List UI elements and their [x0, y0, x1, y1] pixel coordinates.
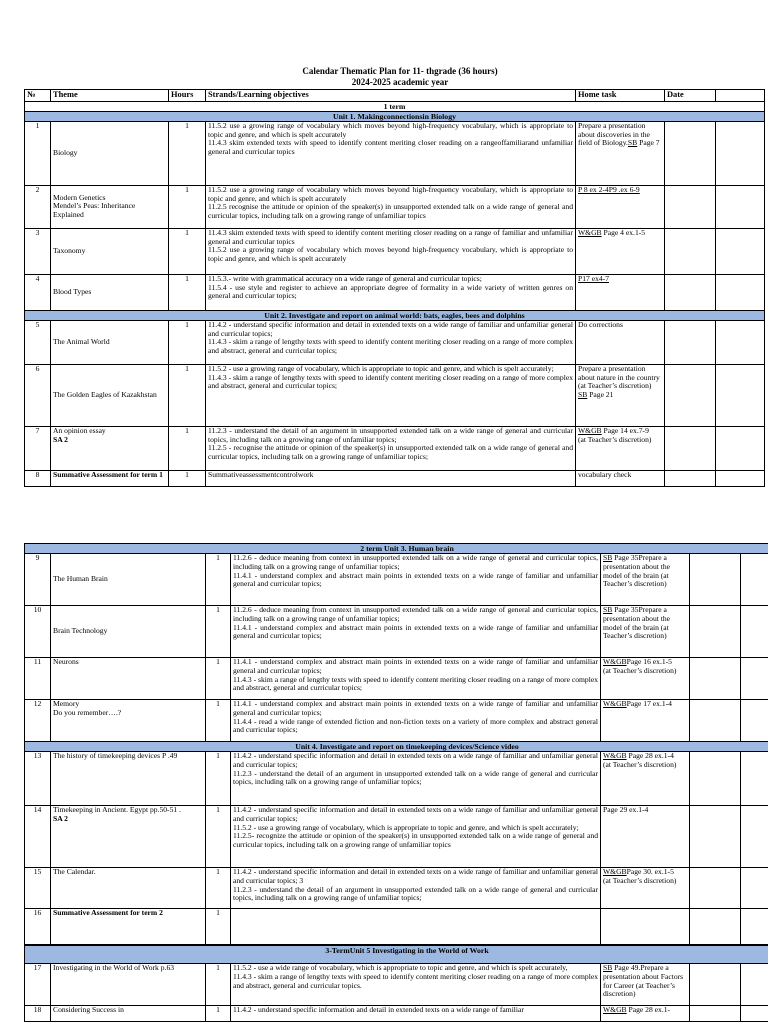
objectives-text: 11.2.6 - deduce meaning from context in unsupported extended talk on a wide range of general and curricular topics, including talk on a growing range of unfamiliar topics; 11.4.1 - understand complex and abstract main points in extended texts on a wide range of familiar and unfamiliar general and curricular topics; [233, 553, 598, 589]
home-task-detail: Page 28 ex.1- [626, 1005, 671, 1014]
plan-table-term1 [24, 89, 765, 487]
row-home-task [576, 320, 665, 364]
row-number [25, 1006, 51, 1022]
theme-text: The Golden Eagles of Kazakhstan [53, 389, 157, 399]
theme-text: Modern Genetics Mendel’s Peas: Inheritance Explained [53, 192, 136, 220]
row-extra [741, 806, 768, 868]
unit-band-row [25, 742, 768, 752]
row-number-text: 12 [33, 699, 42, 708]
table-row [25, 752, 768, 806]
row-number-text: 14 [33, 805, 42, 814]
row-number-text: 11 [33, 657, 42, 666]
row-date [665, 364, 716, 426]
theme-text: An opinion essay [53, 426, 106, 435]
term-2-title: 2 term Unit 3. Human brain [25, 544, 768, 554]
objectives-text: 11.2.6 - deduce meaning from context in unsupported extended talk on a wide range of general and curricular topics, including talk on a growing range of unfamiliar topics; 11.4.1 - understand complex and abstract main points in extended texts on a wide range of familiar and unfamiliar general and curricular topics; [233, 605, 598, 641]
row-objectives [231, 806, 601, 868]
row-home-task [601, 806, 690, 868]
table-header-row [25, 90, 765, 102]
row-date [665, 185, 716, 228]
table-row [25, 426, 765, 470]
hours-text: 1 [216, 805, 220, 814]
home-task-book: W&GB [578, 228, 602, 237]
hours-text: 1 [216, 1005, 220, 1014]
objectives-text: 11.4.2 - understand specific information and detail in extended texts on a wide range of familiar and unfamiliar general and curricular topics; 11.4.3 - skim a range of lengthy texts with speed to identify content meriting closer reading on a range of more complex and abstract, general and curricular topics; [208, 320, 573, 356]
home-task-detail: Page 49.Prepare a presentation about Factors for Career (at Teacher’s discretion) [603, 963, 684, 999]
row-date [690, 964, 741, 1006]
row-theme [51, 658, 206, 700]
row-objectives [231, 1006, 601, 1022]
row-theme [51, 752, 206, 806]
row-objectives [206, 426, 576, 470]
row-extra [716, 320, 765, 364]
row-theme [51, 228, 169, 274]
home-task-book: W&GB [603, 699, 627, 708]
objectives-text: 11.5.3.- write with grammatical accuracy on a wide range of general and curricular topics; 11.5.4 - use style and register to achieve an appropriate degree of formality in a wide variety of written genres on general and curricular topics; [208, 274, 573, 301]
row-extra [716, 426, 765, 470]
home-task-detail: Page 7 [637, 138, 660, 148]
row-objectives [231, 964, 601, 1006]
objectives-text: 11.5.2 - use a growing range of vocabulary, which is appropriate to topic and genre, and which is spelt accurately; 11.4.3 - skim a range of lengthy texts with speed to identify content meriting closer reading on a range of more complex and abstract, general and curricular topics; [208, 364, 573, 391]
home-task-detail: Page 21 [587, 390, 614, 400]
row-objectives [206, 121, 576, 185]
row-theme [51, 700, 206, 742]
row-number [25, 121, 51, 185]
row-objectives [206, 274, 576, 310]
row-extra [716, 470, 765, 486]
home-task-detail: Page 17 ex.1-4 [626, 699, 672, 708]
row-number-text: 1 [35, 121, 40, 130]
row-theme [51, 964, 206, 1006]
table-row [25, 868, 768, 909]
row-objectives [231, 554, 601, 606]
row-extra [741, 964, 768, 1006]
row-date [665, 228, 716, 274]
row-home-task [601, 964, 690, 1006]
row-hours [206, 752, 231, 806]
home-task-book: P17 ex4-7 [578, 274, 610, 283]
row-home-task [576, 121, 665, 185]
row-objectives [206, 470, 576, 486]
row-home-task [576, 426, 665, 470]
row-number [25, 752, 51, 806]
row-date [690, 554, 741, 606]
row-number [25, 470, 51, 486]
row-home-task [576, 185, 665, 228]
hours-text: 1 [185, 185, 189, 194]
row-hours [169, 228, 206, 274]
row-hours [169, 426, 206, 470]
row-number-text: 16 [33, 908, 42, 917]
row-home-task [601, 606, 690, 658]
home-task-book: SB [603, 553, 613, 562]
row-hours [169, 320, 206, 364]
row-theme [51, 470, 169, 486]
home-task-book: W&GB [603, 867, 627, 876]
row-number-text: 18 [33, 1005, 42, 1014]
table-row [25, 274, 765, 310]
hours-text: 1 [216, 751, 220, 760]
theme-bold-text: Summative Assessment for term 2 [53, 908, 163, 917]
row-home-task [576, 228, 665, 274]
row-date [690, 909, 741, 945]
row-objectives [231, 606, 601, 658]
row-hours [169, 274, 206, 310]
document-subtitle: 2024-2025 academic year [351, 77, 449, 87]
theme-text: The Calendar. [53, 867, 96, 876]
row-number-text: 7 [35, 426, 40, 435]
hours-text: 1 [216, 908, 220, 917]
row-date [690, 868, 741, 909]
unit-band-row [25, 310, 765, 320]
row-hours [206, 554, 231, 606]
row-home-task [601, 700, 690, 742]
home-task-book: SB [627, 138, 638, 148]
table-row [25, 909, 768, 945]
row-number [25, 228, 51, 274]
theme-text: Memory Do you remember….? [53, 699, 122, 717]
table-row [25, 806, 768, 868]
row-home-task [601, 554, 690, 606]
home-task-detail: Page 35Prepare a presentation about the model of the brain (at Teacher’s discretion) [603, 553, 671, 589]
row-date [690, 752, 741, 806]
row-hours [206, 658, 231, 700]
row-extra [741, 700, 768, 742]
home-task-book: W&GB [578, 426, 602, 435]
row-hours [206, 964, 231, 1006]
hours-text: 1 [216, 553, 220, 562]
home-task-book: W&GB [603, 657, 627, 666]
row-extra [741, 868, 768, 909]
home-task-book: SB [578, 390, 588, 400]
row-hours [206, 700, 231, 742]
theme-text: Neurons [53, 657, 79, 666]
row-number [25, 426, 51, 470]
row-extra [741, 606, 768, 658]
row-home-task [576, 470, 665, 486]
row-hours [169, 364, 206, 426]
row-objectives [231, 658, 601, 700]
unit-band-row [25, 946, 768, 964]
table-row [25, 320, 765, 364]
table-row [25, 658, 768, 700]
home-task-book: W&GB [603, 1005, 627, 1014]
row-date [690, 606, 741, 658]
row-extra [716, 364, 765, 426]
theme-bold-text: SA 2 [53, 813, 68, 823]
hours-text: 1 [185, 228, 189, 237]
row-hours [169, 121, 206, 185]
row-number [25, 700, 51, 742]
row-date [690, 806, 741, 868]
row-extra [741, 909, 768, 945]
hours-text: 1 [216, 963, 220, 972]
theme-bold-text: SA 2 [53, 434, 68, 444]
row-number [25, 658, 51, 700]
theme-text: Taxonomy [53, 245, 86, 255]
row-hours [169, 185, 206, 228]
objectives-text: 11.4.1 - understand complex and abstract main points in extended texts on a wide range of familiar and unfamiliar general and curricular topics; 11.4.3 - skim a range of lengthy texts with speed to identify content meriting closer reading on a range of more complex and abstract, general and curricular topics; [233, 657, 598, 693]
row-date [665, 274, 716, 310]
theme-text: Biology [53, 147, 78, 157]
objectives-text: 11.5.2 use a growing range of vocabulary which moves beyond high-frequency vocabulary, which is appropriate to topic and genre, and which is spelt accurately 11.4.3 skim extended texts with speed to identify content meriting closer reading on a rangeoffamiliarand unfamiliar general and curricular topics [208, 121, 573, 157]
row-date [665, 470, 716, 486]
home-task-detail: Page 30. ex.1-5 (at Teacher’s discretion) [603, 867, 677, 885]
table-row [25, 121, 765, 185]
home-task-text: Prepare a presentation about discoveries in the field of Biology. [578, 121, 650, 148]
row-number [25, 606, 51, 658]
header-theme: Theme [51, 90, 169, 102]
hours-text: 1 [185, 470, 189, 479]
theme-text: Timekeeping in Ancient. Egypt pp.50-51 . [53, 805, 181, 814]
unit-2-title: Unit 2. Investigate and report on animal world: bats, eagles, bees and dolphins [25, 310, 765, 320]
row-home-task [576, 364, 665, 426]
home-task-text: Page 29 ex.1-4 [603, 805, 649, 814]
theme-text: Blood Types [53, 286, 92, 296]
row-number [25, 806, 51, 868]
theme-text: Brain Technology [53, 626, 108, 636]
term-1-label: 1 term [25, 101, 765, 111]
theme-text: The Animal World [53, 336, 110, 346]
objectives-text: 11.4.2 - understand specific information and detail in extended texts on a wide range of familiar and unfamiliar general and curricular topics; 11.5.2 - use a growing range of vocabulary, which is appropriate to topic and genre, and which is spelt accurately; 11.2.5- recognize the attitude or opinion of the speaker(s) in unsupported extended talk on a wide range of general and curricular topics, including talk on a growing range of unfamiliar topics [233, 805, 598, 850]
header-date: Date [665, 90, 716, 102]
row-number-text: 9 [35, 553, 40, 562]
table-row [25, 964, 768, 1006]
objectives-text: 11.2.3 - understand the detail of an argument in unsupported extended talk on a wide range of general and curricular topics, including talk on a growing range of unfamiliar topics; 11.2.5 - recognise the attitude or opinion of the speaker(s) in unsupported extended talk on a wide range of general and curricular topics, including talk on a growing range of unfamiliar topics; [208, 426, 573, 462]
row-theme [51, 868, 206, 909]
row-objectives [206, 228, 576, 274]
hours-text: 1 [185, 426, 189, 435]
hours-text: 1 [216, 657, 220, 666]
row-theme [51, 320, 169, 364]
row-home-task [576, 274, 665, 310]
hours-text: 1 [185, 320, 189, 329]
document-title: Calendar Thematic Plan for 11- thgrade (36 hours) [302, 66, 498, 76]
row-theme [51, 909, 206, 945]
row-date [690, 658, 741, 700]
theme-text: The Human Brain [53, 574, 108, 584]
home-task-text: vocabulary check [578, 470, 632, 479]
row-number-text: 8 [35, 470, 40, 479]
row-hours [206, 909, 231, 945]
row-theme [51, 426, 169, 470]
row-extra [741, 658, 768, 700]
theme-text: The history of timekeeping devices P .49 [53, 751, 178, 760]
term-3-title: 3-TermUnit 5 Investigating in the World of Work [25, 946, 768, 964]
theme-text: Considering Success in [53, 1005, 124, 1014]
objectives-text: 11.4.2 - understand specific information and detail in extended texts on a wide range of familiar and unfamiliar general and curricular topics; 11.2.3 - understand the detail of an argument in unsupported extended talk on a wide range of general and curricular topics, including talk on a growing range of unfamiliar topics; [233, 751, 598, 787]
row-number [25, 964, 51, 1006]
row-date [690, 700, 741, 742]
row-number [25, 274, 51, 310]
objectives-text: Summativeassessmentcontrolwork [208, 470, 314, 479]
row-home-task [601, 752, 690, 806]
row-theme [51, 806, 206, 868]
row-number [25, 320, 51, 364]
row-number-text: 17 [33, 963, 42, 972]
theme-text: Investigating in the World of Work p.63 [53, 963, 175, 972]
plan-table-term2 [24, 543, 768, 1022]
hours-text: 1 [216, 605, 220, 614]
row-theme [51, 1006, 206, 1022]
row-hours [206, 606, 231, 658]
theme-bold-text: Summative Assessment for term 1 [53, 470, 163, 479]
row-extra [716, 121, 765, 185]
row-theme [51, 554, 206, 606]
row-hours [169, 470, 206, 486]
objectives-text: 11.4.1 - understand complex and abstract main points in extended texts on a wide range of familiar and unfamiliar general and curricular topics; 11.4.4 - read a wide range of extended fiction and non-fiction texts on a variety of more complex and abstract general and curricular topics; [233, 699, 598, 735]
unit-band-row [25, 111, 765, 121]
row-number-text: 13 [33, 751, 42, 760]
row-home-task [601, 658, 690, 700]
row-number-text: 4 [35, 274, 40, 283]
row-number [25, 364, 51, 426]
row-extra [741, 554, 768, 606]
objectives-text: 11.4.2 - understand specific information and detail in extended texts on a wide range of familiar [233, 1005, 524, 1014]
row-objectives [231, 909, 601, 945]
hours-text: 1 [216, 867, 220, 876]
hours-text: 1 [216, 699, 220, 708]
row-extra [716, 228, 765, 274]
unit-1-title: Unit 1. Makingconnectionsin Biology [25, 111, 765, 121]
header-extra [716, 90, 765, 102]
objectives-text: 11.5.2 use a growing range of vocabulary which moves beyond high-frequency vocabulary, which is appropriate to topic and genre, and which is spelt accurately 11.2.5 recognise the attitude or opinion of the speaker(s) in unsupported extended talk on a wide range of general and curricular topics, including talk on a growing range of unfamiliar topics [208, 185, 573, 221]
table-row [25, 185, 765, 228]
row-home-task [601, 909, 690, 945]
row-number-text: 15 [33, 867, 42, 876]
table-row [25, 228, 765, 274]
row-extra [716, 274, 765, 310]
row-date [690, 1006, 741, 1022]
hours-text: 1 [185, 121, 189, 130]
row-date [665, 320, 716, 364]
row-objectives [231, 752, 601, 806]
row-theme [51, 274, 169, 310]
row-number-text: 2 [35, 185, 40, 194]
table-row [25, 470, 765, 486]
table-row [25, 606, 768, 658]
table-row [25, 700, 768, 742]
row-theme [51, 185, 169, 228]
row-extra [716, 185, 765, 228]
hours-text: 1 [185, 364, 189, 373]
row-objectives [206, 320, 576, 364]
home-task-detail: Page 4 ex.1-5 [601, 228, 646, 237]
row-hours [206, 1006, 231, 1022]
row-hours [206, 868, 231, 909]
row-objectives [231, 868, 601, 909]
row-number-text: 5 [35, 320, 40, 329]
row-number-text: 6 [35, 364, 40, 373]
home-task-text: Do corrections [578, 320, 623, 329]
header-objectives: Strands/Learning objectives [206, 90, 576, 102]
row-objectives [206, 185, 576, 228]
objectives-text: 11.5.2 - use a wide range of vocabulary, which is appropriate to topic and genre, and which is spelt accurately, 11.4.3 - skim a range of lengthy texts with speed to identify content meriting closer reading on a range of more complex and abstract, general and curricular topics. [233, 963, 598, 990]
table-row [25, 364, 765, 426]
row-hours [206, 806, 231, 868]
row-home-task [601, 1006, 690, 1022]
home-task-detail: Page 16 ex.1-5 (at Teacher’s discretion) [603, 657, 677, 675]
row-theme [51, 606, 206, 658]
header-hours: Hours [169, 90, 206, 102]
row-objectives [206, 364, 576, 426]
table-row [25, 1006, 768, 1022]
row-theme [51, 364, 169, 426]
home-task-book: SB [603, 963, 613, 972]
row-home-task [601, 868, 690, 909]
header-number: № [25, 90, 51, 102]
row-number-text: 10 [33, 605, 42, 614]
row-date [665, 121, 716, 185]
header-home-task: Home task [576, 90, 665, 102]
table-row [25, 554, 768, 606]
objectives-text: 11.4.2 - understand specific information and detail in extended texts on a wide range of familiar and unfamiliar general and curricular topics; 3 11.2.3 - understand the detail of an argument in unsupported extended talk on a wide range of general and curricular topics, including talk on a growing range of unfamiliar topics; [233, 867, 598, 903]
home-task-book: SB [603, 605, 613, 614]
home-task-detail: Page 14 ex.7-9 (at Teacher’s discretion) [578, 426, 652, 444]
row-number [25, 554, 51, 606]
row-extra [741, 752, 768, 806]
home-task-text: Prepare a presentation about nature in the country (at Teacher’s discretion) [578, 364, 660, 391]
row-number [25, 868, 51, 909]
row-number [25, 909, 51, 945]
row-number-text: 3 [35, 228, 40, 237]
term-2-band-row [25, 544, 768, 554]
unit-4-title: Unit 4. Investigate and report on timekeeping devices/Science video [25, 742, 768, 752]
row-objectives [231, 700, 601, 742]
row-date [665, 426, 716, 470]
row-theme [51, 121, 169, 185]
home-task-detail: Page 35Prepare a presentation about the model of the brain (at Teacher’s discretion) [603, 605, 671, 641]
home-task-book: P 8 ex 2-4P9 .ex 6-9 [578, 185, 640, 194]
term-label-row [25, 101, 765, 111]
objectives-text: 11.4.3 skim extended texts with speed to identify content meriting closer reading on a range of familiar and unfamiliar general and curricular topics 11.5.2 use a growing range of vocabulary which moves beyond high-frequency vocabulary, which is appropriate to topic and genre, and which is spelt accurately [208, 228, 573, 264]
row-extra [741, 1006, 768, 1022]
home-task-detail: Page 28 ex.1-4 (at Teacher’s discretion) [603, 751, 677, 769]
home-task-book: W&GB [603, 751, 627, 760]
row-number [25, 185, 51, 228]
hours-text: 1 [185, 274, 189, 283]
